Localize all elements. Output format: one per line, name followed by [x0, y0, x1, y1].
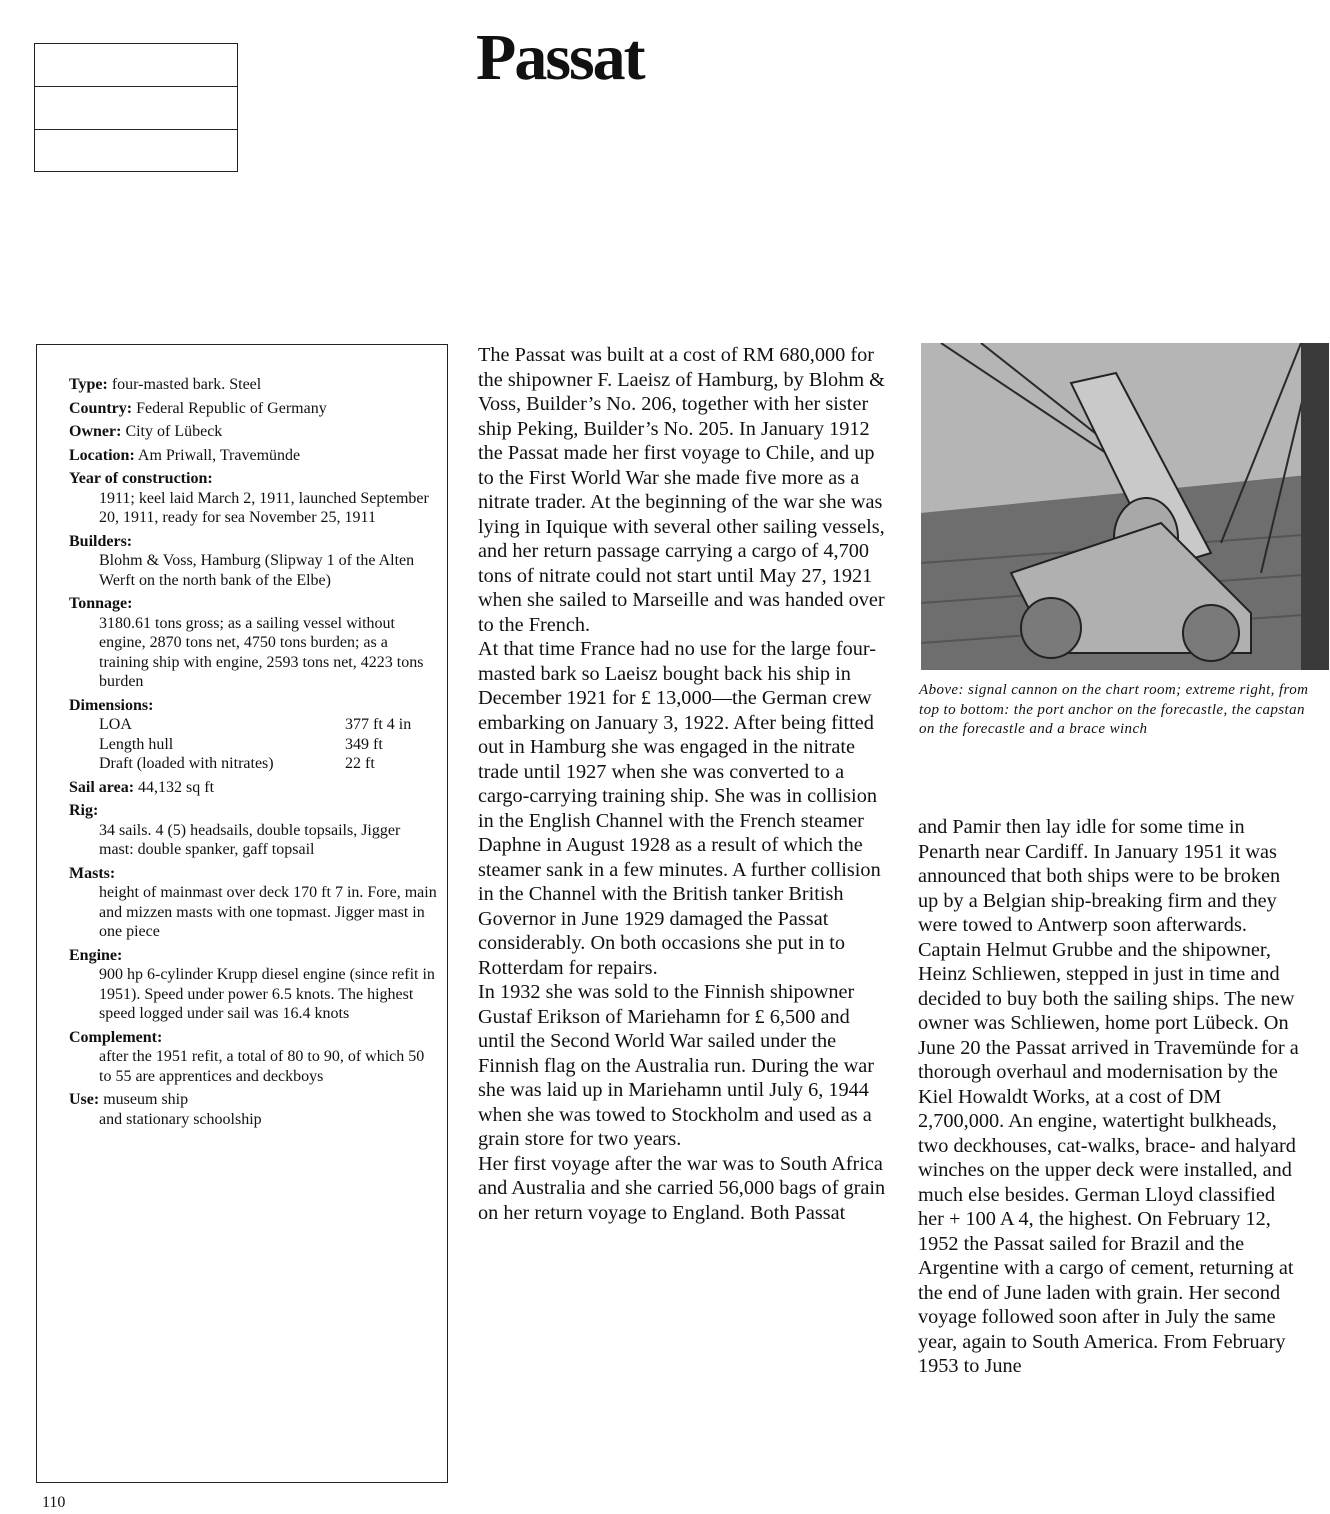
fact-label: Sail area: [69, 778, 135, 796]
dimension-value: 22 ft [345, 755, 375, 772]
body-text-middle-column [478, 343, 888, 1225]
fact-masts [69, 864, 437, 942]
fact-label: Owner: [69, 423, 122, 440]
body-text-right-column [918, 815, 1302, 1379]
body-paragraph: In 1932 she was sold to the Finnish shipowner Gustaf Erikson of Mariehamn for £ 6,500 and until the Second World War sailed under the Finnish flag on the Australia run. During the war she was laid up in Mariehamn until July 6, 1944 when she was towed to Stockholm and used as a grain store for two years. [478, 981, 874, 1150]
fact-use [69, 1090, 437, 1129]
fact-tonnage [69, 594, 437, 692]
fact-value: Blohm & Voss, Hamburg (Slipway 1 of the Alten Werft on the north bank of the Elbe) [99, 552, 415, 589]
fact-value: after the 1951 refit, a total of 80 to 90, of which 50 to 55 are apprentices and deckboys [99, 1048, 425, 1085]
cannon-photo-drawing [921, 343, 1329, 670]
body-paragraph: Her first voyage after the war was to South Africa and Australia and she carried 56,000 bags of grain on her return voyage to England. Both Passat [478, 1152, 886, 1224]
fact-value: Federal Republic of Germany [136, 399, 327, 417]
fact-label: Location: [69, 446, 135, 464]
fact-builders [69, 532, 437, 591]
fact-value: 900 hp 6-cylinder Krupp diesel engine (since refit in 1951). Speed under power 6.5 knots. The highest speed logged under sail was 16.4 knots [99, 966, 435, 1022]
dimension-row [69, 715, 437, 735]
dimension-row [69, 735, 437, 755]
photo-caption: Above: signal cannon on the chart room; extreme right, from top to bottom: the port anchor on the forecastle, the capstan on the forecastle and a brace winch [919, 682, 1309, 737]
fact-label: Type: [69, 376, 108, 393]
fact-location [69, 446, 437, 466]
fact-value: 34 sails. 4 (5) headsails, double topsails, Jigger mast: double spanker, gaff topsail [99, 821, 401, 858]
fact-label: Dimensions: [69, 696, 154, 714]
page-number: 110 [42, 1494, 66, 1511]
fact-engine [69, 946, 437, 1024]
fact-value: museum ship [103, 1091, 189, 1108]
fact-value: height of mainmast over deck 170 ft 7 in. Fore, main and mizzen masts with one topmast. Jigger mast in one piece [99, 884, 437, 940]
body-paragraph: and Pamir then lay idle for some time in Penarth near Cardiff. In January 1951 it was announced that both ships were to be broken up by a Belgian ship-breaking firm and they were towed to Antwerp soon afterwards. Captain Helmut Grubbe and the shipowner, Heinz Schliewen, stepped in just in time and decided to buy both the sailing ships. The new owner was Schliewen, home port Lübeck. On June 20 the Passat arrived in Travemünde for a thorough overhaul and modernisation by the Kiel Howaldt Works, at a cost of DM 2,700,000. An engine, watertight bulkheads, two deckhouses, cat-walks, brace- and halyard winches on the upper deck were installed, and much else besides. German Lloyd classified her + 100 A 4, the highest. On February 12, 1952 the Passat sailed for Brazil and the Argentine with a cargo of cement, returning at the end of June laden with grain. Her second voyage followed soon after in July the same year, again to South America. From February 1953 to June [918, 816, 1299, 1377]
fact-value: 44,132 sq ft [138, 778, 215, 796]
fact-label: Year of construction: [69, 470, 213, 487]
fact-value: Am Priwall, Travemünde [137, 446, 301, 464]
dimension-value: 377 ft 4 in [345, 716, 412, 733]
body-paragraph: The Passat was built at a cost of RM 680,000 for the shipowner F. Laeisz of Hamburg, by Blohm & Voss, Builder’s No. 206, together with her sister ship Peking, Builder’s No. 205. In January 1912 the Passat made her first voyage to Chile, and up to the First World War she made five more as a nitrate trader. At the beginning of the war she was lying in Iquique with several other sailing vessels, and her return passage carrying a cargo of 4,700 tons of nitrate could not start until May 27, 1921 when she sailed to Marseille and was handed over to the French. [478, 344, 885, 636]
fact-label: Tonnage: [69, 595, 133, 612]
fact-year [69, 469, 437, 528]
fact-label: Masts: [69, 864, 116, 882]
flag-stripe-middle [35, 86, 237, 128]
fact-value: City of Lübeck [125, 423, 223, 440]
signal-cannon-photo [921, 343, 1329, 670]
fact-value: 1911; keel laid March 2, 1911, launched September 20, 1911, ready for sea November 25, 1911 [99, 489, 429, 526]
fact-label: Rig: [69, 802, 99, 819]
fact-rig [69, 801, 437, 860]
flag-stripe-bottom [35, 129, 237, 171]
fact-complement [69, 1028, 437, 1087]
fact-dimensions [69, 696, 437, 774]
flag-outline [34, 43, 238, 172]
body-paragraph: At that time France had no use for the large four-masted bark so Laeisz bought back his ship in December 1921 for £ 13,000—the German crew embarking on January 3, 1922. After being fitted out in Hamburg she was engaged in the nitrate trade until 1927 when she was converted to a cargo-carrying training ship. She was in collision in the English Channel with the French steamer Daphne in August 1928 as a result of which the steamer sank in a few minutes. A further collision in the Channel with the British tanker British Governor in June 1929 damaged the Passat considerably. On both occasions she put in to Rotterdam for repairs. [478, 638, 881, 979]
fact-country [69, 399, 437, 419]
ship-facts-box [36, 344, 448, 1483]
fact-sail-area [69, 778, 437, 798]
dimension-name: LOA [99, 716, 132, 733]
dimension-value: 349 ft [345, 735, 383, 753]
page-title: Passat [476, 21, 644, 94]
fact-type [69, 375, 437, 395]
fact-value: 3180.61 tons gross; as a sailing vessel without engine, 2870 tons net, 4750 tons burden; as a training ship with engine, 2593 tons net, 4223 tons burden [99, 614, 424, 690]
fact-label: Country: [69, 399, 133, 417]
fact-label: Engine: [69, 946, 123, 964]
flag-stripe-top [35, 44, 237, 86]
fact-value: and stationary schoolship [99, 1110, 262, 1128]
dimension-name: Length hull [99, 735, 174, 753]
dimension-row [69, 754, 437, 774]
fact-owner [69, 422, 437, 442]
dimension-name: Draft (loaded with nitrates) [99, 755, 274, 772]
fact-label: Use: [69, 1091, 100, 1108]
fact-label: Complement: [69, 1028, 163, 1046]
fact-value: four-masted bark. Steel [111, 376, 262, 393]
fact-label: Builders: [69, 532, 133, 550]
